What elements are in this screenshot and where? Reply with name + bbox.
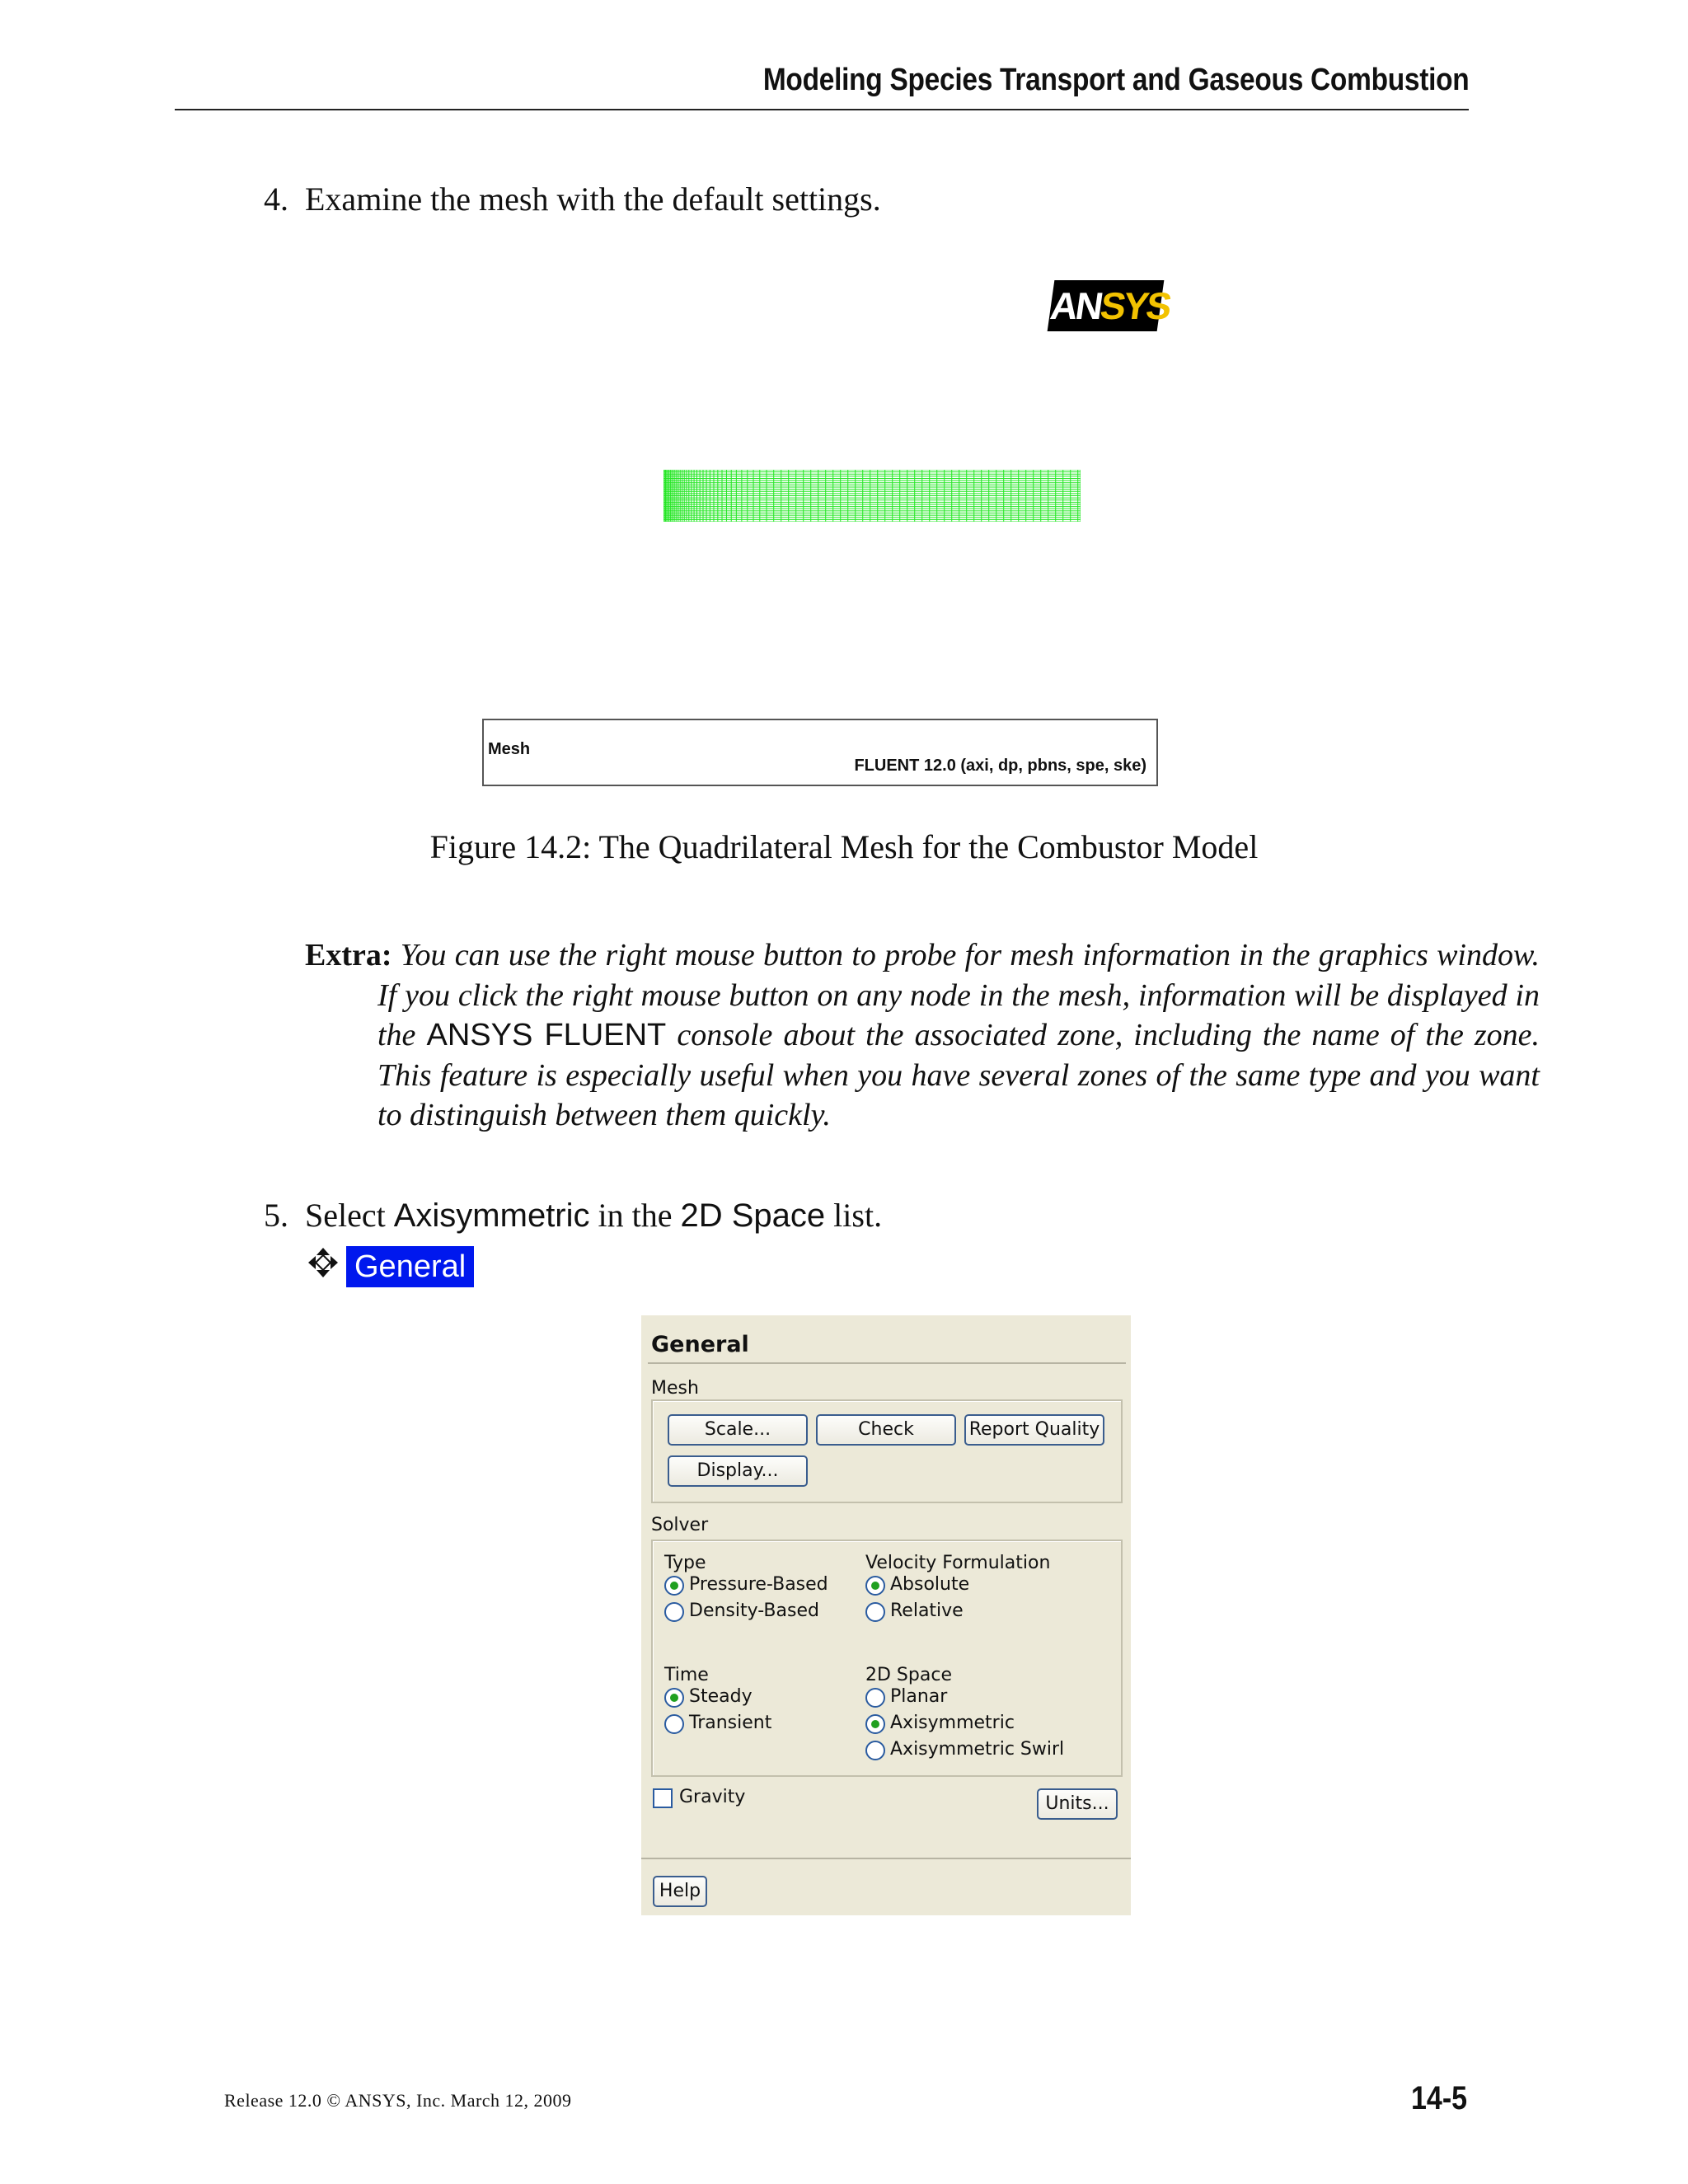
scale-button[interactable]: Scale...: [668, 1414, 808, 1446]
steady-label: Steady: [689, 1686, 753, 1707]
figure-caption: Figure 14.2: The Quadrilateral Mesh for the Combustor Model: [429, 828, 1259, 865]
report-quality-button[interactable]: Report Quality: [964, 1414, 1104, 1446]
mesh-group-label: Mesh: [651, 1378, 699, 1399]
help-button[interactable]: Help: [653, 1876, 707, 1907]
absolute-label: Absolute: [890, 1574, 970, 1595]
title-divider: [648, 1362, 1126, 1364]
type-label: Type: [664, 1553, 706, 1573]
units-button[interactable]: Units...: [1037, 1788, 1118, 1820]
radio-axisymmetric[interactable]: [865, 1714, 885, 1734]
extra-product-name: ANSYS FLUENT: [426, 1018, 667, 1052]
display-button[interactable]: Display...: [668, 1455, 808, 1487]
general-task-panel: [641, 1315, 1131, 1915]
time-label: Time: [664, 1665, 709, 1685]
radio-steady[interactable]: [664, 1688, 684, 1708]
pressure-based-label: Pressure-Based: [689, 1574, 828, 1595]
radio-axisymmetric-swirl[interactable]: [865, 1741, 885, 1760]
footer-release: Release 12.0 © ANSYS, Inc. March 12, 2009: [224, 2090, 572, 2111]
step-number: 4.: [264, 180, 288, 218]
logo-text-sys: SYS: [1097, 284, 1173, 327]
running-header: Modeling Species Transport and Gaseous Combustion: [762, 63, 1469, 97]
step-number: 5.: [264, 1197, 288, 1234]
extra-label: Extra:: [305, 938, 392, 972]
extra-text-part1: You can use the right mouse button to probe for mesh information in the graphics window. If you click the right mouse button on any node in the mesh, information will be displayed in the: [377, 938, 1540, 1052]
logo-text-an: AN: [1048, 284, 1104, 327]
term-2d-space: 2D Space: [680, 1197, 826, 1234]
mesh-label: Mesh: [488, 740, 531, 758]
check-button[interactable]: Check: [816, 1414, 956, 1446]
axisymmetric-label: Axisymmetric: [890, 1713, 1015, 1733]
term-axisymmetric: Axisymmetric: [393, 1197, 590, 1234]
solver-group-label: Solver: [651, 1515, 709, 1535]
footer-divider: [641, 1858, 1131, 1859]
planar-label: Planar: [890, 1686, 948, 1707]
mesh-grid: [663, 470, 1081, 522]
gravity-label: Gravity: [679, 1787, 746, 1807]
ansys-logo: [1048, 280, 1173, 331]
panel-title: General: [651, 1332, 749, 1357]
transient-label: Transient: [689, 1713, 772, 1733]
radio-pressure-based[interactable]: [664, 1576, 684, 1596]
extra-text-part2: console about the associated zone, including the name of the zone. This feature is especially useful when you have several zones of the same type and you want to distinguish between them quickly.: [377, 1018, 1540, 1132]
radio-transient[interactable]: [664, 1714, 684, 1734]
radio-planar[interactable]: [865, 1688, 885, 1708]
2d-space-label: 2D Space: [865, 1665, 952, 1685]
mesh-info-bar: [482, 719, 1158, 786]
radio-density-based[interactable]: [664, 1602, 684, 1622]
fluent-version-label: FLUENT 12.0 (axi, dp, pbns, spe, ske): [854, 757, 1146, 775]
step-text: Examine the mesh with the default settings.: [305, 180, 881, 218]
page-number: 14-5: [1410, 2080, 1467, 2116]
header-rule: [175, 109, 1469, 110]
density-based-label: Density-Based: [689, 1601, 819, 1621]
radio-absolute[interactable]: [865, 1576, 885, 1596]
graphics-window: [474, 268, 1298, 795]
gravity-checkbox[interactable]: [653, 1788, 673, 1808]
step-text-middle: in the: [598, 1197, 673, 1234]
step-text: [305, 1196, 882, 1235]
step-text-before: Select: [305, 1197, 386, 1234]
step-text-after: list.: [833, 1197, 883, 1234]
relative-label: Relative: [890, 1601, 964, 1621]
axisymmetric-swirl-label: Axisymmetric Swirl: [890, 1739, 1065, 1760]
radio-relative[interactable]: [865, 1602, 885, 1622]
extra-note: [305, 935, 1540, 1136]
mesh-group: [651, 1399, 1123, 1503]
solver-group: [651, 1540, 1123, 1777]
navigation-arrows-icon: [307, 1246, 340, 1279]
velocity-formulation-label: Velocity Formulation: [865, 1553, 1051, 1573]
nav-general-link[interactable]: General: [346, 1246, 474, 1287]
